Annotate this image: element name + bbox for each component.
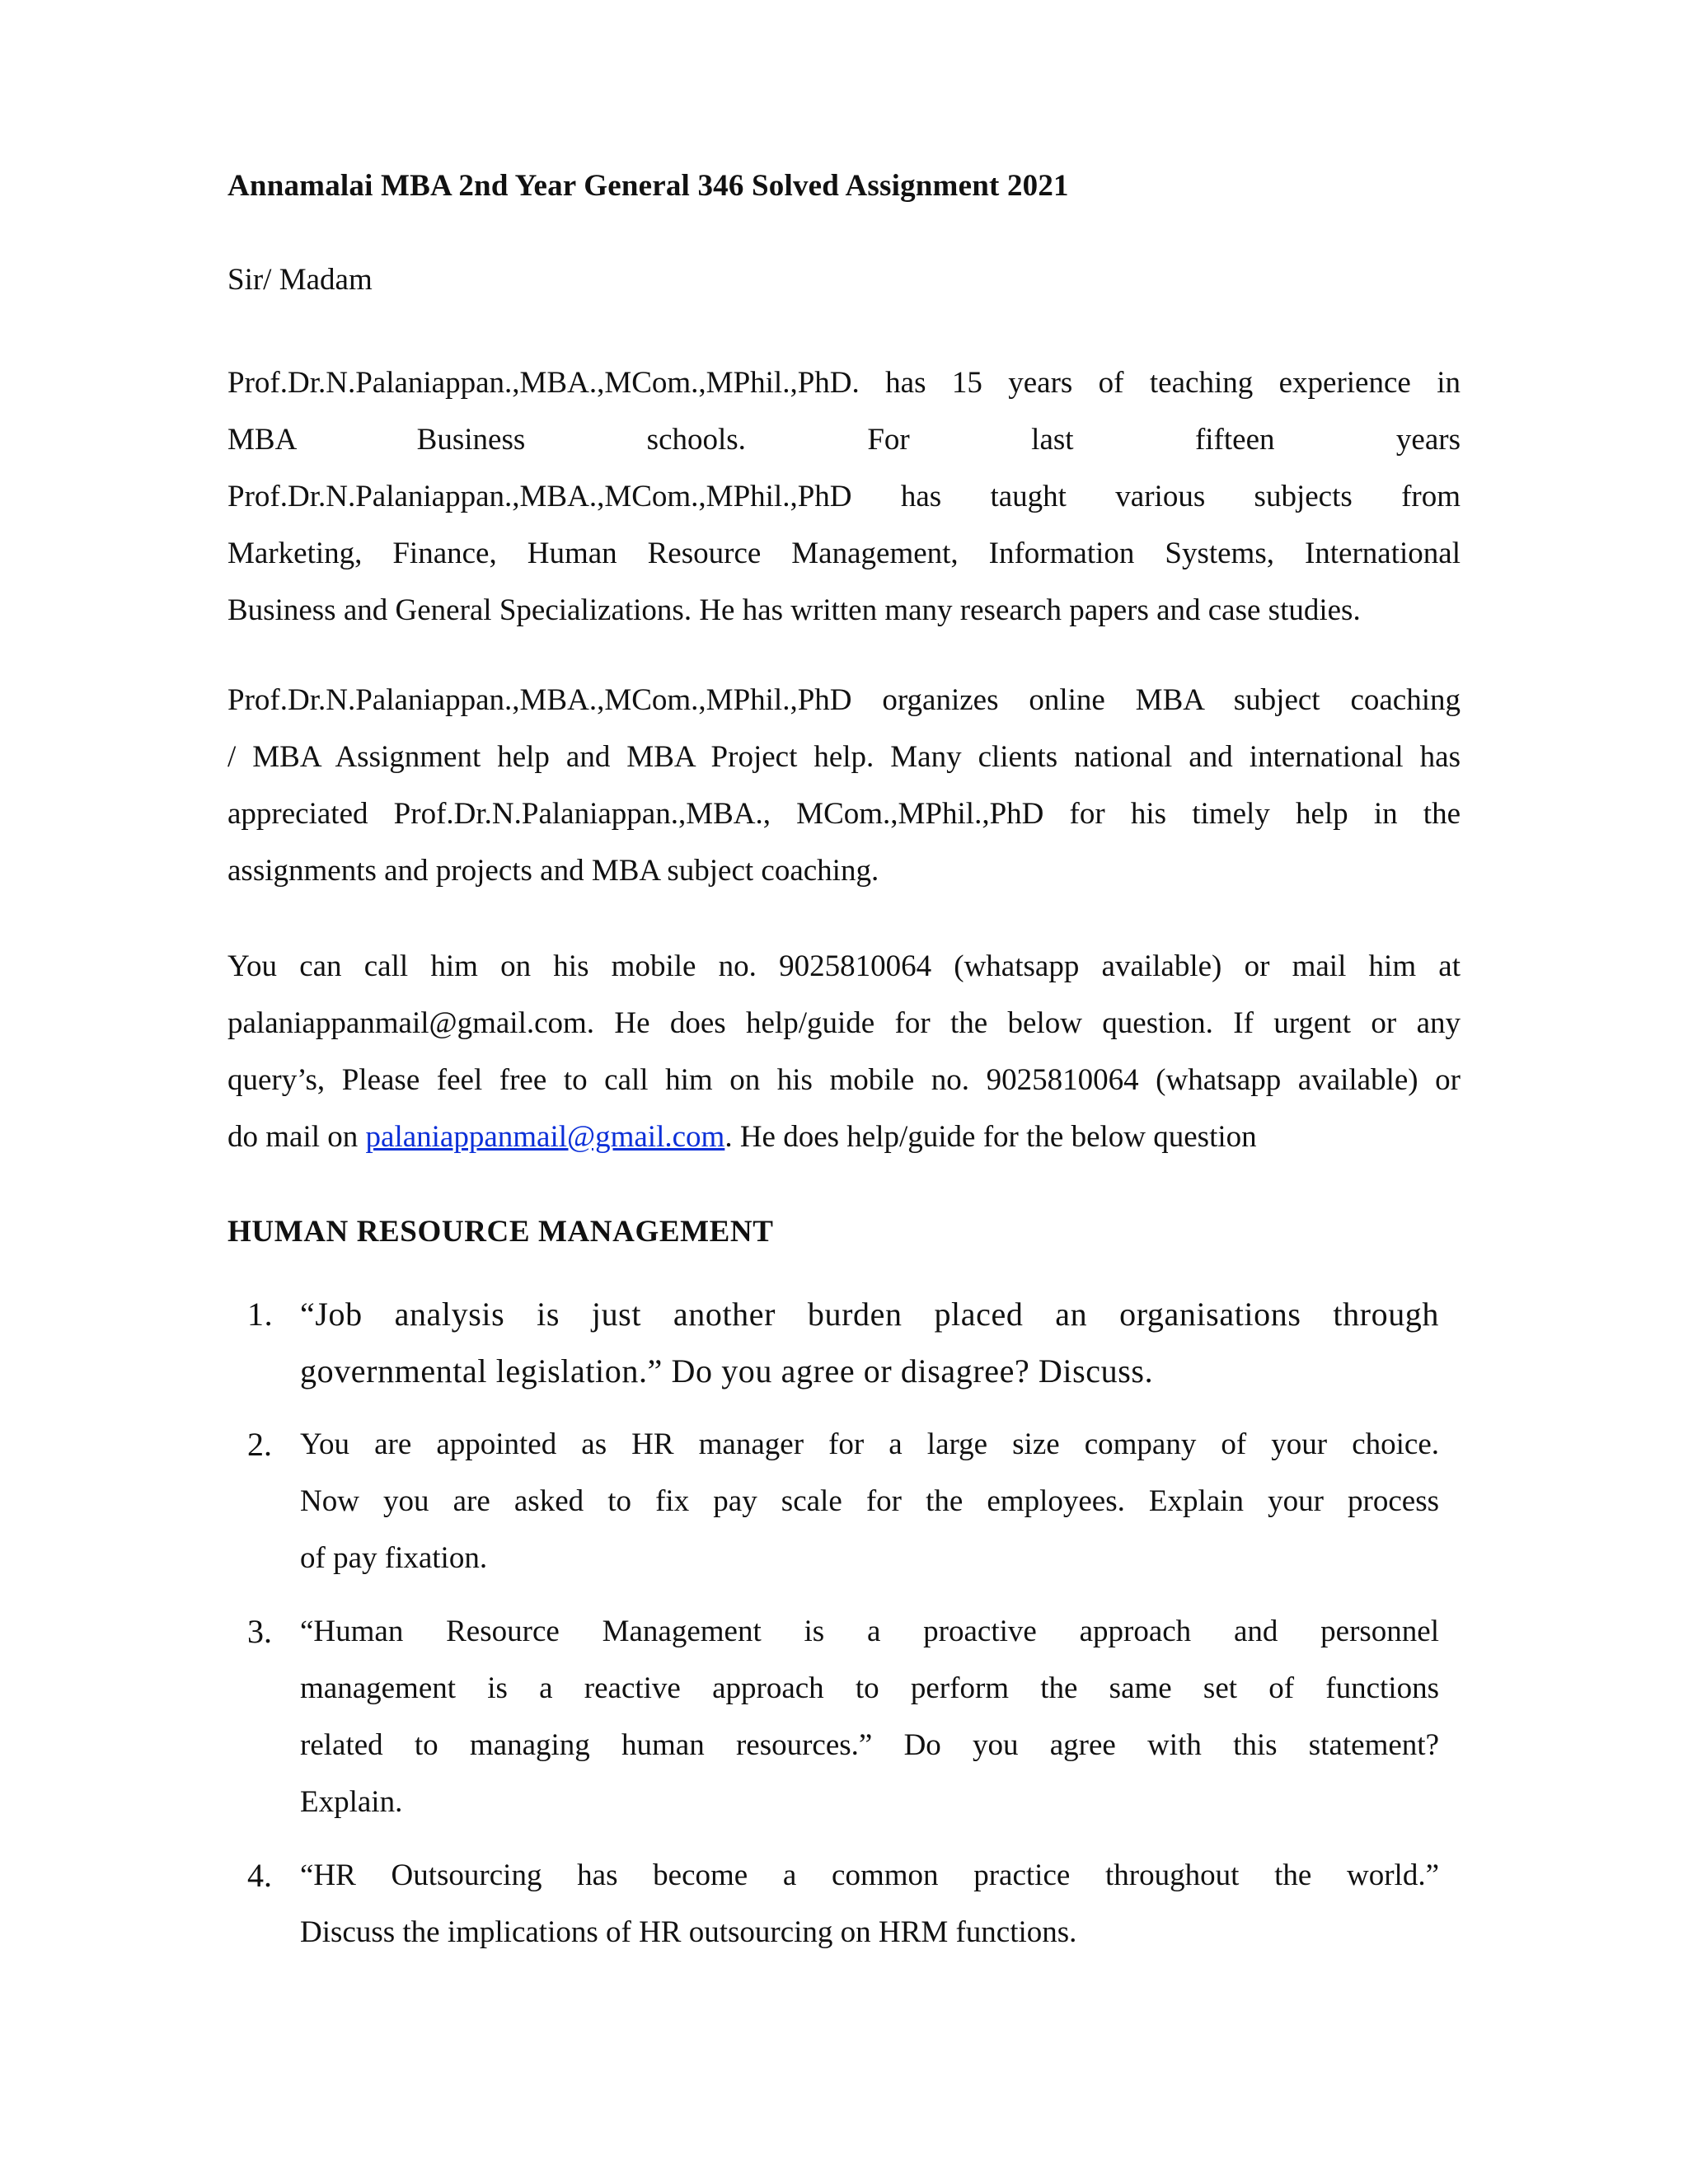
question-line: “Human Resource Management is a proactive approach and personnel [300, 1615, 1439, 1648]
paragraph-line: assignments and projects and MBA subject coaching. [227, 854, 879, 888]
contact-paragraph [227, 938, 1461, 1165]
question-item [247, 1416, 1439, 1586]
question-item [247, 1603, 1439, 1830]
question-item [247, 1286, 1439, 1399]
question-line: management is a reactive approach to perform the same set of functions [300, 1671, 1439, 1705]
paragraph-line: Marketing, Finance, Human Resource Management, Information Systems, International [227, 537, 1461, 570]
paragraph-line: MBA Business schools. For last fifteen years [227, 423, 1461, 457]
paragraph-line: palaniappanmail@gmail.com. He does help/guide for the below question. If urgent or any [227, 1006, 1461, 1040]
paragraph-line: Prof.Dr.N.Palaniappan.,MBA.,MCom.,MPhil.,PhD has taught various subjects from [227, 480, 1461, 513]
mail-prefix-text: do mail on [227, 1120, 366, 1154]
question-list [247, 1286, 1439, 1977]
question-item [247, 1847, 1439, 1961]
paragraph-line [227, 1108, 1461, 1165]
services-paragraph [227, 672, 1461, 899]
question-number: 1. [247, 1296, 274, 1333]
paragraph-line: Prof.Dr.N.Palaniappan.,MBA.,MCom.,MPhil.,PhD organizes online MBA subject coaching [227, 683, 1461, 717]
paragraph-line: / MBA Assignment help and MBA Project help. Many clients national and international has [227, 740, 1461, 774]
paragraph-line: Prof.Dr.N.Palaniappan.,MBA.,MCom.,MPhil.,PhD. has 15 years of teaching experience in [227, 366, 1461, 400]
question-line: Now you are asked to fix pay scale for the employees. Explain your process [300, 1484, 1439, 1518]
salutation: Sir/ Madam [227, 263, 373, 297]
question-line: “HR Outsourcing has become a common practice throughout the world.” [300, 1858, 1439, 1892]
paragraph-line: You can call him on his mobile no. 9025810064 (whatsapp available) or mail him at [227, 949, 1461, 983]
question-number: 2. [247, 1426, 272, 1463]
mail-suffix-text: . He does help/guide for the below question [724, 1120, 1257, 1154]
question-line: related to managing human resources.” Do you agree with this statement? [300, 1728, 1439, 1762]
paragraph-line: Business and General Specializations. He has written many research papers and case studies. [227, 593, 1361, 627]
question-line: Discuss the implications of HR outsourcing on HRM functions. [300, 1915, 1077, 1949]
question-number: 4. [247, 1857, 272, 1894]
question-line: of pay fixation. [300, 1541, 488, 1575]
question-line: governmental legislation.” Do you agree or disagree? Discuss. [300, 1352, 1154, 1390]
intro-paragraph [227, 354, 1461, 639]
email-link[interactable]: palaniappanmail@gmail.com [365, 1120, 725, 1154]
paragraph-line: appreciated Prof.Dr.N.Palaniappan.,MBA., MCom.,MPhil.,PhD for his timely help in the [227, 797, 1461, 831]
section-heading: HUMAN RESOURCE MANAGEMENT [227, 1215, 774, 1249]
question-line: You are appointed as HR manager for a large size company of your choice. [300, 1427, 1439, 1461]
question-line: “Job analysis is just another burden placed an organisations through [300, 1296, 1439, 1333]
paragraph-line: query’s, Please feel free to call him on his mobile no. 9025810064 (whatsapp available) or [227, 1063, 1461, 1097]
question-number: 3. [247, 1613, 272, 1650]
document-title: Annamalai MBA 2nd Year General 346 Solved Assignment 2021 [227, 169, 1069, 203]
question-line: Explain. [300, 1785, 403, 1819]
